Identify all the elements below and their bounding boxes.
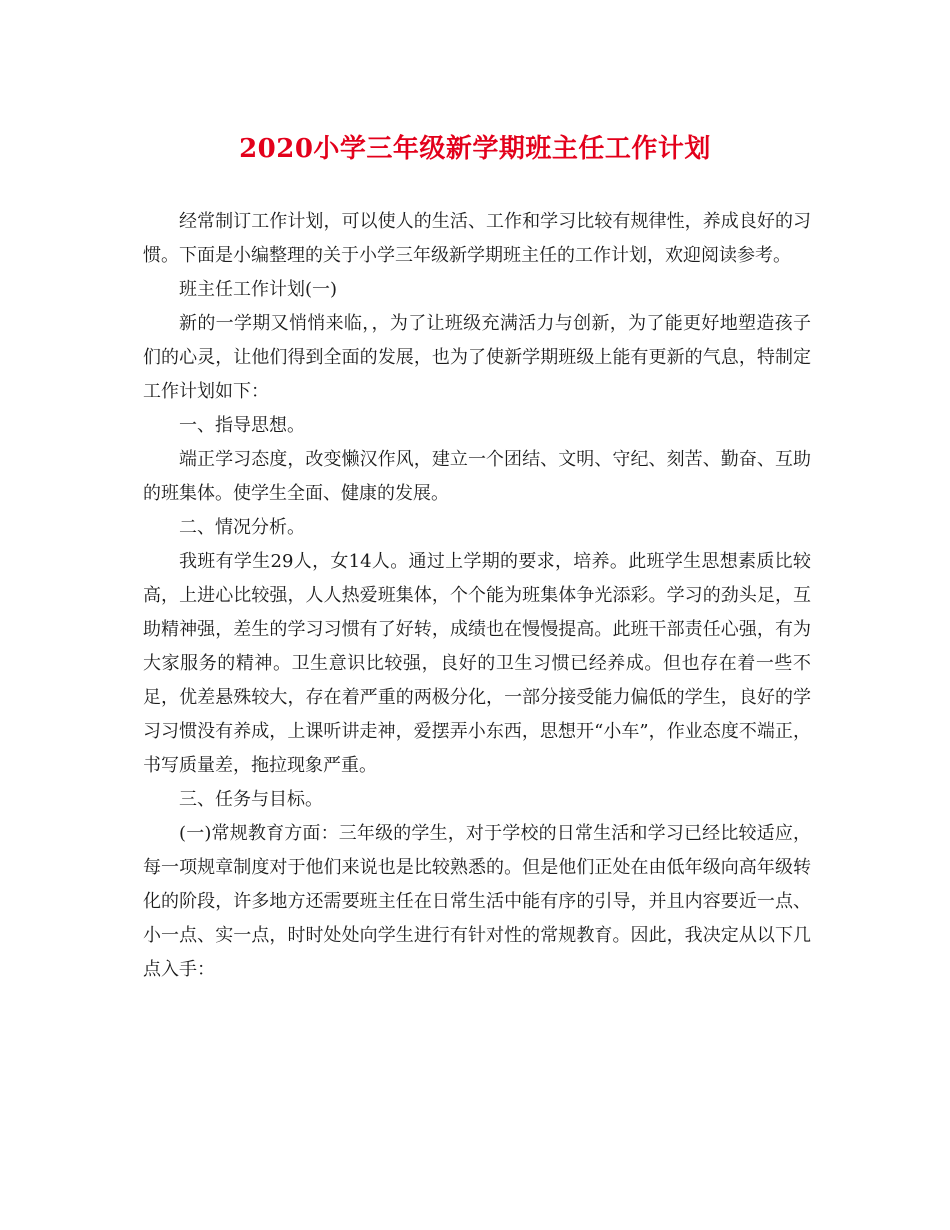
document-body bbox=[143, 205, 811, 987]
section-heading-plan-one: 班主任工作计划(一) bbox=[179, 279, 338, 300]
section-heading-tasks: 三、任务与目标。 bbox=[179, 789, 323, 810]
paragraph-routine-education: (一)常规教育方面：三年级的学生，对于学校的日常生活和学习已经比较适应，每一项规章制度对于他们来说也是比较熟悉的。但是他们正处在由低年级向高年级转化的阶段，许多地方还需要班主任在日常生活中能有序的引导，并且内容要近一点、小一点、实一点，时时处处向学生进行有针对性的常规教育。因此，我决定从以下几点入手： bbox=[143, 823, 811, 980]
section-heading-situation: 二、情况分析。 bbox=[179, 517, 305, 538]
paragraph-situation: 我班有学生29人，女14人。通过上学期的要求，培养。此班学生思想素质比较高，上进心比较强，人人热爱班集体，个个能为班集体争光添彩。学习的劲头足，互助精神强，差生的学习习惯有了好转，成绩也在慢慢提高。此班干部责任心强，有为大家服务的精神。卫生意识比较强，良好的卫生习惯已经养成。但也存在着一些不足，优差悬殊较大，存在着严重的两极分化，一部分接受能力偏低的学生，良好的学习习惯没有养成，上课听讲走神，爱摆弄小东西，思想开“小车”，作业态度不端正，书写质量差，拖拉现象严重。 bbox=[143, 551, 811, 776]
paragraph-opening: 新的一学期又悄悄来临，，为了让班级充满活力与创新，为了能更好地塑造孩子们的心灵，让他们得到全面的发展，也为了使新学期班级上能有更新的气息，特制定工作计划如下： bbox=[143, 313, 811, 402]
document-title: 2020小学三年级新学期班主任工作计划 bbox=[239, 134, 711, 164]
paragraph-guiding-idea: 端正学习态度，改变懒汉作风，建立一个团结、文明、守纪、刻苦、勤奋、互助的班集体。使学生全面、健康的发展。 bbox=[143, 449, 811, 504]
section-heading-guiding-idea: 一、指导思想。 bbox=[179, 415, 305, 436]
paragraph-intro: 经常制订工作计划，可以使人的生活、工作和学习比较有规律性，养成良好的习惯。下面是小编整理的关于小学三年级新学期班主任的工作计划，欢迎阅读参考。 bbox=[143, 211, 811, 266]
